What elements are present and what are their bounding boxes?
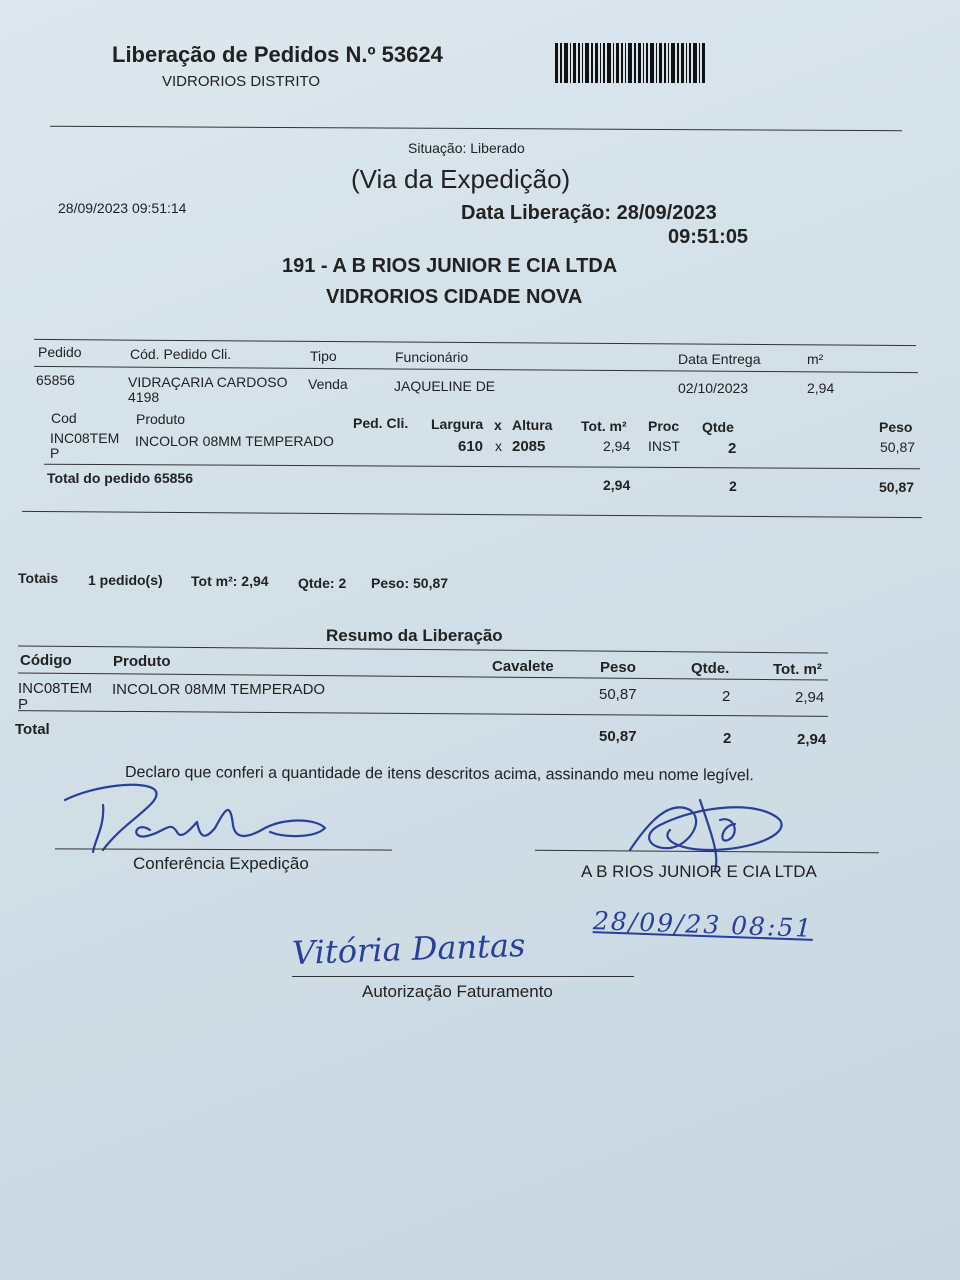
employee-name: JAQUELINE DE — [394, 378, 496, 394]
col-data-entrega: Data Entrega — [678, 351, 761, 367]
item-col-tot-m2: Tot. m² — [581, 418, 627, 434]
totals-peso: Peso: 50,87 — [371, 575, 449, 591]
summary-product: INCOLOR 08MM TEMPERADO — [112, 681, 326, 698]
col-cod-pedido-cli: Cód. Pedido Cli. — [130, 346, 232, 362]
order-total-m2: 2,94 — [603, 477, 631, 493]
item-col-x: x — [494, 417, 502, 433]
copy-label: (Via da Expedição) — [351, 164, 571, 194]
summary-col-cavalete: Cavalete — [492, 658, 554, 675]
item-height: 2085 — [512, 438, 546, 455]
col-funcionario: Funcionário — [395, 349, 469, 365]
item-col-cod: Cod — [51, 410, 77, 426]
summary-total-m2: 2,94 — [797, 731, 827, 748]
item-proc: INST — [648, 438, 680, 454]
item-col-qtde: Qtde — [702, 419, 734, 435]
order-m2: 2,94 — [807, 380, 835, 396]
barcode — [555, 43, 707, 83]
declaration-text: Declaro que conferi a quantidade de itens descritos acima, assinando meu nome legível. — [124, 764, 754, 785]
summary-col-produto: Produto — [113, 653, 171, 670]
status-text: Situação: Liberado — [408, 140, 525, 156]
client-line: 191 - A B RIOS JUNIOR E CIA LTDA — [282, 255, 618, 277]
item-peso: 50,87 — [880, 439, 916, 455]
summary-col-codigo: Código — [20, 652, 72, 669]
totals-label: Totais — [18, 570, 59, 586]
summary-total-qtde: 2 — [723, 730, 732, 747]
summary-title: Resumo da Liberação — [326, 626, 503, 645]
order-type: Venda — [308, 376, 348, 392]
summary-peso: 50,87 — [599, 686, 637, 703]
release-time: 09:51:05 — [668, 226, 749, 248]
order-total-peso: 50,87 — [879, 479, 915, 495]
company-label: A B RIOS JUNIOR E CIA LTDA — [581, 862, 817, 881]
item-qtde: 2 — [728, 440, 737, 457]
item-product: INCOLOR 08MM TEMPERADO — [135, 433, 334, 449]
col-pedido: Pedido — [38, 344, 82, 360]
branch-name: VIDRORIOS CIDADE NOVA — [326, 286, 583, 308]
summary-col-peso: Peso — [600, 659, 636, 676]
item-col-ped-cli: Ped. Cli. — [353, 415, 409, 431]
summary-tot-m2: 2,94 — [795, 689, 825, 706]
summary-code-cont: P — [18, 696, 29, 713]
client-name: VIDRAÇARIA CARDOSO — [128, 374, 288, 390]
col-m2: m² — [807, 351, 824, 367]
faturamento-line — [292, 976, 634, 977]
summary-total-label: Total — [15, 721, 50, 738]
order-header-rule — [34, 366, 918, 373]
order-table-bottom-rule — [22, 511, 922, 518]
handwritten-name: Vitória Dantas — [291, 925, 526, 973]
release-date: Data Liberação: 28/09/2023 — [461, 202, 717, 224]
printed-timestamp: 28/09/2023 09:51:14 — [58, 200, 187, 216]
conferencia-label: Conferência Expedição — [133, 854, 309, 873]
summary-code: INC08TEM — [18, 680, 93, 697]
item-code: INC08TEM — [50, 430, 120, 446]
order-total-label: Total do pedido 65856 — [47, 470, 193, 486]
item-x: x — [495, 438, 502, 454]
totals-qtde: Qtde: 2 — [298, 575, 347, 591]
item-col-peso: Peso — [879, 419, 913, 435]
handwritten-date: 28/09/23 08:51 — [592, 906, 814, 943]
client-code: 4198 — [128, 389, 160, 405]
item-col-produto: Produto — [136, 411, 186, 427]
document-title: Liberação de Pedidos N.º 53624 — [112, 42, 443, 67]
header-divider — [50, 126, 902, 131]
totals-m2: Tot m²: 2,94 — [191, 573, 269, 589]
item-col-largura: Largura — [431, 416, 484, 432]
summary-col-tot-m2: Tot. m² — [773, 661, 822, 678]
item-col-altura: Altura — [512, 417, 553, 433]
item-bottom-rule — [44, 464, 920, 470]
company-name: VIDRORIOS DISTRITO — [162, 73, 321, 90]
summary-row-rule — [18, 710, 828, 717]
summary-total-peso: 50,87 — [599, 728, 637, 745]
summary-col-qtde: Qtde. — [691, 660, 730, 677]
faturamento-label: Autorização Faturamento — [362, 982, 553, 1001]
item-tot-m2: 2,94 — [603, 438, 631, 454]
summary-qtde: 2 — [722, 688, 731, 705]
totals-pedidos: 1 pedido(s) — [88, 572, 163, 588]
item-code-cont: P — [50, 445, 60, 461]
item-col-proc: Proc — [648, 418, 680, 434]
order-number: 65856 — [36, 372, 75, 388]
order-table-top-rule — [34, 339, 916, 346]
item-width: 610 — [458, 438, 484, 455]
col-tipo: Tipo — [310, 348, 337, 364]
delivery-date: 02/10/2023 — [678, 380, 749, 396]
order-total-qtde: 2 — [729, 478, 737, 494]
